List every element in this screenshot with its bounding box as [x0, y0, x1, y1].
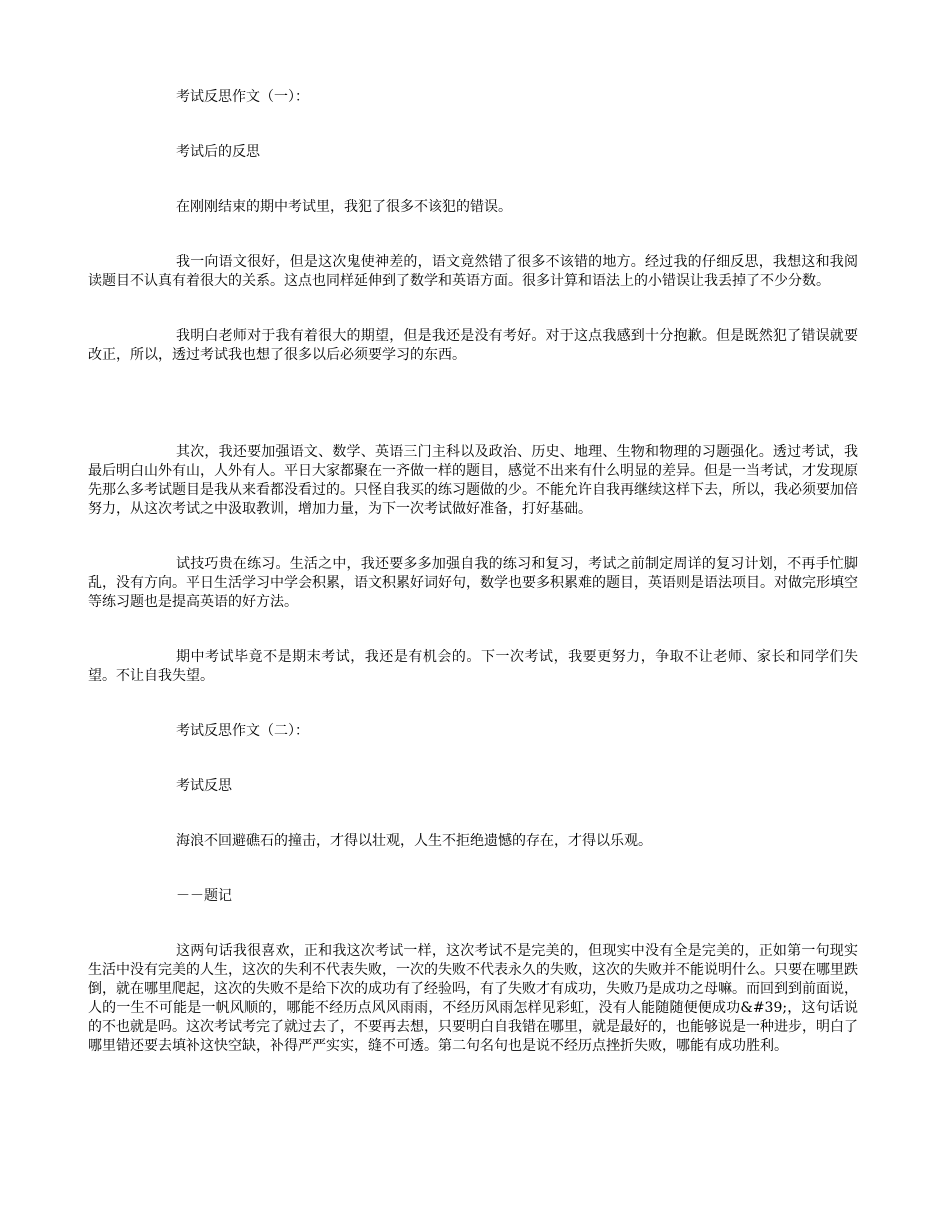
epigraph: 海浪不回避礁石的撞击，才得以壮观，人生不拒绝遗憾的存在，才得以乐观。 — [176, 833, 652, 849]
paragraph: 这两句话我很喜欢，正和我这次考试一样，这次考试不是完美的，但现实中没有全是完美的，正如第一句现实生活中没有完美的人生，这次的失利不代表失败，一次的失败不代表永久的失败，这次的失败并不能说明什么。只要在哪里跌倒，就在哪里爬起，这次的失败不是给下次的成功有了经验吗，有了失败才有成功，失败乃是成功之母嘛。而回到到前面说，人的一生不可能是一帆风顺的，哪能不经历点风风雨雨，不经历风雨怎样见彩虹，没有人能随随便便成功&#39;，这句话说的不也就是吗。这次考试考完了就过去了，不要再去想，只要明白自我错在哪里，就是最好的，也能够说是一种进步，明白了哪里错还要去填补这快空缺，补得严严实实，缝不可透。第二句名句也是说不经历点挫折失败，哪能有成功胜利。 — [88, 943, 858, 1054]
epigraph-attribution: －－题记 — [176, 888, 232, 904]
paragraph: 在刚刚结束的期中考试里，我犯了很多不该犯的错误。 — [176, 199, 512, 215]
subtitle-after-exam-reflection: 考试后的反思 — [176, 144, 260, 160]
subtitle-exam-reflection: 考试反思 — [176, 778, 232, 794]
paragraph: 试技巧贵在练习。生活之中，我还要多多加强自我的练习和复习，考试之前制定周详的复习计划，不再手忙脚乱，没有方向。平日生活学习中学会积累，语文积累好词好句，数学也要多积累难的题目，英语则是语法项目。对做完形填空等练习题也是提高英语的好方法。 — [88, 556, 858, 610]
paragraph: 期中考试毕竟不是期末考试，我还是有机会的。下一次考试，我要更努力，争取不让老师、家长和同学们失望。不让自我失望。 — [88, 649, 858, 684]
paragraph: 我明白老师对于我有着很大的期望，但是我还是没有考好。对于这点我感到十分抱歉。但是既然犯了错误就要改正，所以，透过考试我也想了很多以后必须要学习的东西。 — [88, 328, 858, 363]
paragraph: 其次，我还要加强语文、数学、英语三门主科以及政治、历史、地理、生物和物理的习题强化。透过考试，我最后明白山外有山，人外有人。平日大家都聚在一齐做一样的题目，感觉不出来有什么明显的差异。但是一当考试，才发现原先那么多考试题目是我从来看都没看过的。只怪自我买的练习题做的少。不能允许自我再继续这样下去，所以，我必须要加倍努力，从这次考试之中汲取教训，增加力量，为下一次考试做好准备，打好基础。 — [88, 444, 858, 517]
heading-essay-two: 考试反思作文（二）： — [176, 723, 309, 739]
heading-essay-one: 考试反思作文（一）： — [176, 89, 309, 105]
document-body — [88, 88, 858, 1092]
paragraph: 我一向语文很好，但是这次鬼使神差的，语文竟然错了很多不该错的地方。经过我的仔细反思，我想这和我阅读题目不认真有着很大的关系。这点也同样延伸到了数学和英语方面。很多计算和语法上的小错误让我丢掉了不少分数。 — [88, 254, 858, 289]
